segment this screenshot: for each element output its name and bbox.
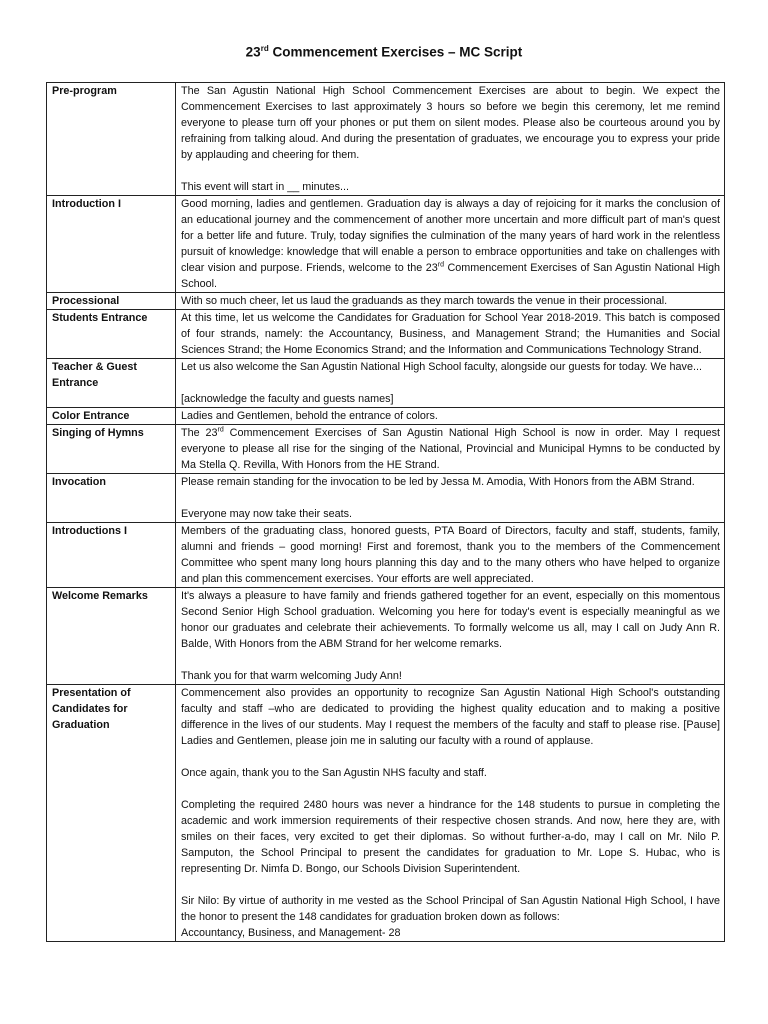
table-row — [47, 408, 725, 425]
row-label: Invocation — [47, 474, 176, 523]
row-label: Students Entrance — [47, 310, 176, 359]
row-content: It's always a pleasure to have family and friends gathered together for an event, especially on this momentous Second Senior High School graduation. Welcoming you here for today's event is especially meaningful as we honor our graduates and celebrate their achievements. To formally welcome us all, may I call on Judy Ann R. Balde, With Honors from the ABM Strand for her welcome remarks. Thank you for that warm welcoming Judy Ann! — [176, 588, 725, 685]
row-content: Ladies and Gentlemen, behold the entrance of colors. — [176, 408, 725, 425]
row-content: Commencement also provides an opportunity to recognize San Agustin National High School's outstanding faculty and staff –who are dedicated to providing the highest quality education and to making a positive difference in the lives of our students. May I request the members of the faculty and staff to please rise. [Pause] Ladies and Gentlemen, please join me in saluting our faculty with a round of applause. Once again, thank you to the San Agustin NHS faculty and staff. Completing the required 2480 hours was never a hindrance for the 148 students to pursue in completing the academic and work immersion requirements of their respective chosen strands. And now, here they are, with smiles on their faces, very excited to get their diplomas. So without further-a-do, may I call on Mr. Nilo P. Samputon, the School Principal to present the candidates for graduation to Mr. Lope S. Hubac, who is representing Dr. Nimfa D. Bongo, our Schools Division Superintendent. Sir Nilo: By virtue of authority in me vested as the School Principal of San Agustin National High School, I have the honor to present the 148 candidates for graduation broken down as follows: Accountancy, Business, and Management- 28 — [176, 685, 725, 942]
row-label: Welcome Remarks — [47, 588, 176, 685]
row-label: Introduction I — [47, 196, 176, 293]
row-label: Introductions I — [47, 523, 176, 588]
table-row — [47, 425, 725, 474]
row-content: Members of the graduating class, honored guests, PTA Board of Directors, faculty and staff, students, family, alumni and friends – good morning! First and foremost, thank you to the members of the Commencement Committee who spent many long hours planning this day and to the many others who have helped to organize and plan this commencement exercises. Your efforts are well appreciated. — [176, 523, 725, 588]
row-label: Teacher & Guest Entrance — [47, 359, 176, 408]
table-row — [47, 588, 725, 685]
table-row — [47, 474, 725, 523]
row-content: Good morning, ladies and gentlemen. Graduation day is always a day of rejoicing for it marks the conclusion of an educational journey and the commencement of another more uncertain and more difficult part of man's quest for a better life and future. Truly, today signifies the culmination of the many years of hard work in the relentless pursuit of knowledge: knowledge that will enable a person to embrace opportunities and take on challenges with clear vision and purpose. Friends, welcome to the 23rd Commencement Exercises of San Agustin National High School. — [176, 196, 725, 293]
table-row — [47, 310, 725, 359]
table-row — [47, 359, 725, 408]
row-content: At this time, let us welcome the Candidates for Graduation for School Year 2018-2019. This batch is composed of four strands, namely: the Accountancy, Business, and Management Strand; the Humanities and Social Sciences Strand; the Home Economics Strand; and the Information and Communications Technology Strand. — [176, 310, 725, 359]
row-content: With so much cheer, let us laud the graduands as they march towards the venue in their processional. — [176, 293, 725, 310]
page-title: 23rd Commencement Exercises – MC Script — [245, 44, 523, 60]
row-label: Singing of Hymns — [47, 425, 176, 474]
row-label: Presentation of Candidates for Graduation — [47, 685, 176, 942]
mc-script-table — [46, 82, 725, 942]
table-row — [47, 293, 725, 310]
row-label: Processional — [47, 293, 176, 310]
table-row — [47, 685, 725, 942]
table-row — [47, 523, 725, 588]
row-content: Let us also welcome the San Agustin National High School faculty, alongside our guests for today. We have... [acknowledge the faculty and guests names] — [176, 359, 725, 408]
row-content: The 23rd Commencement Exercises of San Agustin National High School is now in order. May I request everyone to please all rise for the singing of the National, Provincial and Municipal Hymns to be conducted by Ma Stella Q. Revilla, With Honors from the HE Strand. — [176, 425, 725, 474]
row-content: The San Agustin National High School Commencement Exercises are about to begin. We expect the Commencement Exercises to last approximately 3 hours so before we begin this ceremony, let me remind everyone to please turn off your phones or put them on silent modes. Please also be courteous around you by refraining from talking aloud. And during the presentation of graduates, we encourage you to express your pride by applauding and cheering for them. This event will start in __ minutes... — [176, 83, 725, 196]
row-label: Pre-program — [47, 83, 176, 196]
row-content: Please remain standing for the invocation to be led by Jessa M. Amodia, With Honors from the ABM Strand. Everyone may now take their seats. — [176, 474, 725, 523]
row-label: Color Entrance — [47, 408, 176, 425]
table-row — [47, 196, 725, 293]
table-row — [47, 83, 725, 196]
